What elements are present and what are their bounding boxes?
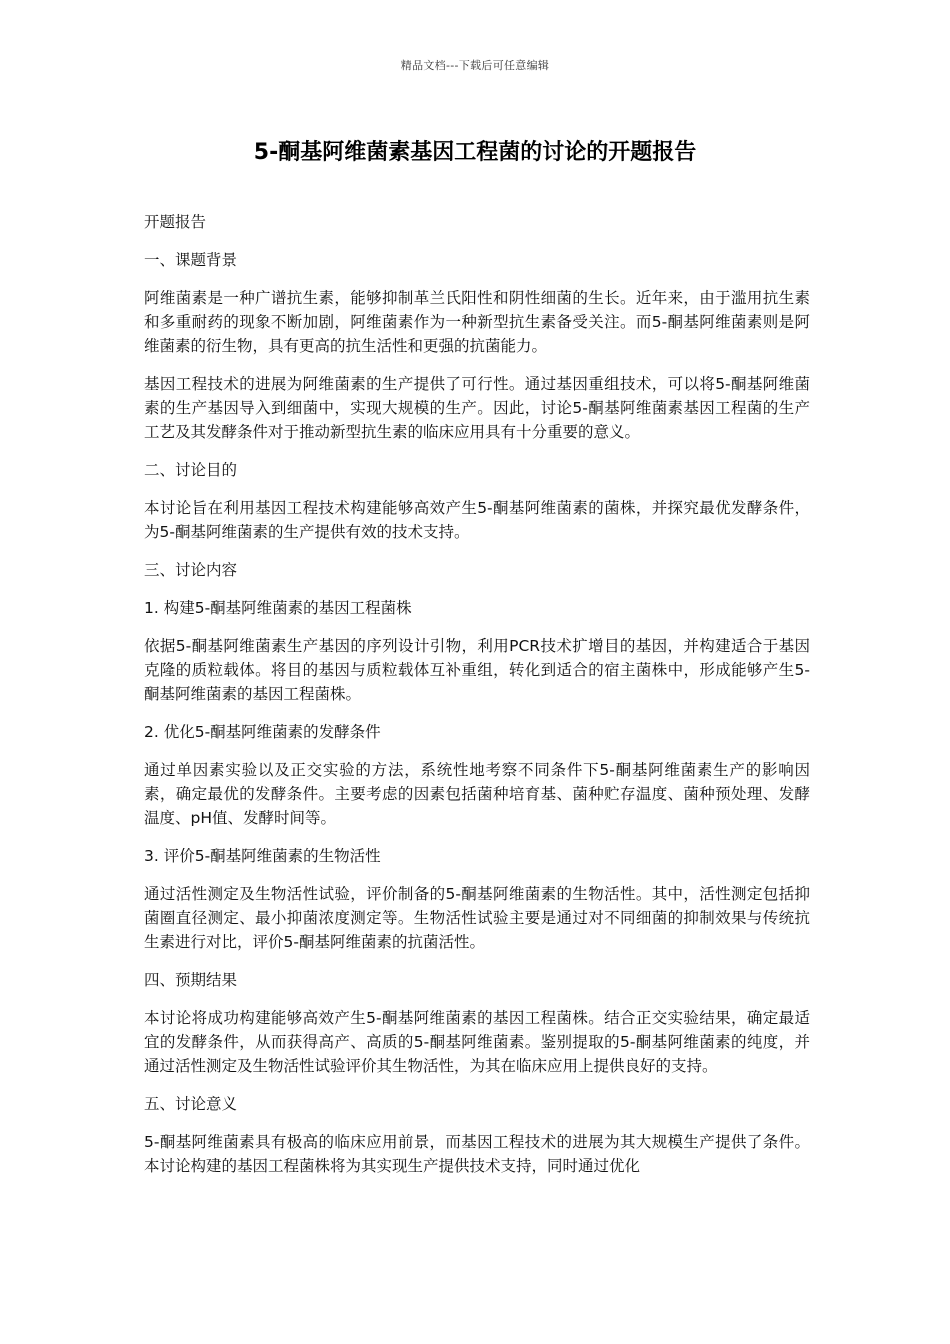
subsection-heading: 2. 优化5-酮基阿维菌素的发酵条件 (144, 723, 381, 741)
body-paragraph: 通过单因素实验以及正交实验的方法，系统性地考察不同条件下5-酮基阿维菌素生产的影响因素，确定最优的发酵条件。主要考虑的因素包括菌种培育基、菌种贮存温度、菌种预处理、发酵温度、pH值、发酵时间等。 (144, 761, 810, 827)
body-paragraph: 本讨论旨在利用基因工程技术构建能够高效产生5-酮基阿维菌素的菌株，并探究最优发酵条件，为5-酮基阿维菌素的生产提供有效的技术支持。 (144, 499, 810, 541)
body-paragraph: 通过活性测定及生物活性试验，评价制备的5-酮基阿维菌素的生物活性。其中，活性测定包括抑菌圈直径测定、最小抑菌浓度测定等。生物活性试验主要是通过对不同细菌的抑制效果与传统抗生素进行对比，评价5-酮基阿维菌素的抗菌活性。 (144, 885, 810, 951)
document-body (144, 210, 810, 1192)
document-title: 5-酮基阿维菌素基因工程菌的讨论的开题报告 (253, 140, 697, 165)
subsection-heading: 3. 评价5-酮基阿维菌素的生物活性 (144, 847, 381, 865)
section-heading: 二、讨论目的 (144, 461, 238, 479)
body-paragraph: 本讨论将成功构建能够高效产生5-酮基阿维菌素的基因工程菌株。结合正交实验结果，确定最适宜的发酵条件，从而获得高产、高质的5-酮基阿维菌素。鉴别提取的5-酮基阿维菌素的纯度，并通过活性测定及生物活性试验评价其生物活性，为其在临床应用上提供良好的支持。 (144, 1009, 810, 1075)
subsection-heading: 1. 构建5-酮基阿维菌素的基因工程菌株 (144, 599, 412, 617)
section-heading: 四、预期结果 (144, 971, 238, 989)
body-paragraph: 依据5-酮基阿维菌素生产基因的序列设计引物，利用PCR技术扩增目的基因，并构建适合于基因克隆的质粒载体。将目的基因与质粒载体互补重组，转化到适合的宿主菌株中，形成能够产生5-酮基阿维菌素的基因工程菌株。 (144, 637, 810, 703)
body-paragraph: 基因工程技术的进展为阿维菌素的生产提供了可行性。通过基因重组技术，可以将5-酮基阿维菌素的生产基因导入到细菌中，实现大规模的生产。因此，讨论5-酮基阿维菌素基因工程菌的生产工艺及其发酵条件对于推动新型抗生素的临床应用具有十分重要的意义。 (144, 375, 810, 441)
page-header: 精品文档---下载后可任意编辑 (400, 59, 550, 72)
section-heading: 一、课题背景 (144, 251, 238, 269)
section-heading: 五、讨论意义 (144, 1095, 238, 1113)
body-paragraph: 5-酮基阿维菌素具有极高的临床应用前景，而基因工程技术的进展为其大规模生产提供了条件。本讨论构建的基因工程菌株将为其实现生产提供技术支持，同时通过优化 (144, 1133, 810, 1175)
section-heading: 开题报告 (144, 213, 207, 231)
section-heading: 三、讨论内容 (144, 561, 238, 579)
body-paragraph: 阿维菌素是一种广谱抗生素，能够抑制革兰氏阳性和阴性细菌的生长。近年来，由于滥用抗生素和多重耐药的现象不断加剧，阿维菌素作为一种新型抗生素备受关注。而5-酮基阿维菌素则是阿维菌素的衍生物，具有更高的抗生活性和更强的抗菌能力。 (144, 289, 810, 355)
